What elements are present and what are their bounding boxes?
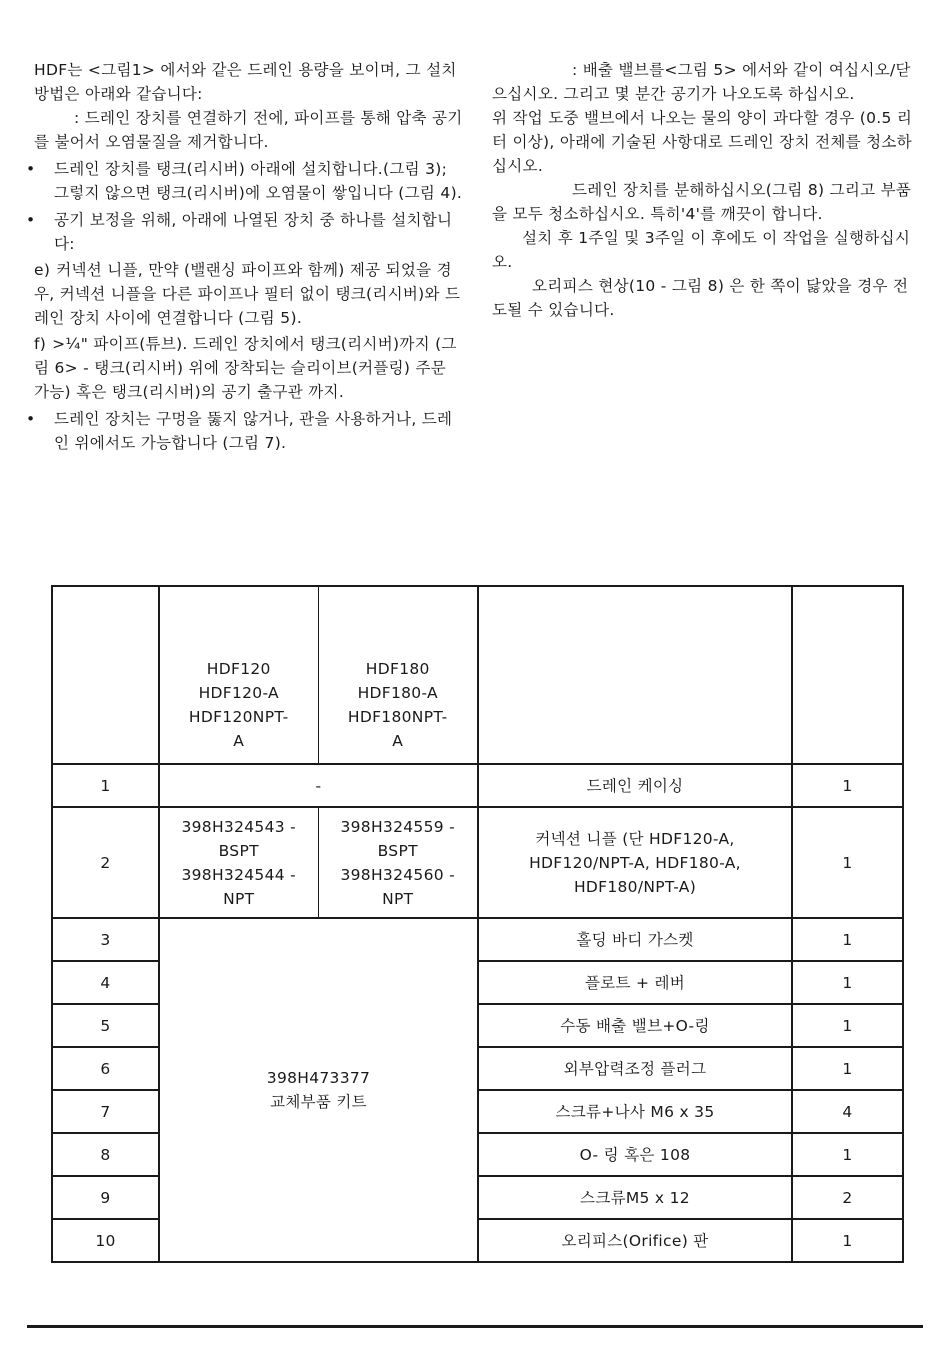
- bullet-mark: •: [26, 211, 36, 229]
- intro-paragraph: HDF는 <그림1> 에서와 같은 드레인 용량을 보이며, 그 설치방법은 아래와 같습니다:: [34, 61, 457, 103]
- model-b-line: A: [392, 732, 404, 750]
- row-number: 6: [52, 1047, 159, 1090]
- parts-table: [51, 585, 904, 1263]
- repeat-paragraph: 설치 후 1주일 및 3주일 이 후에도 이 작업을 실행하십시오.: [492, 229, 911, 271]
- row-number: 9: [52, 1176, 159, 1219]
- code-line: 398H324560 -: [340, 865, 456, 884]
- orifice-paragraph: 오리피스 현상(10 - 그림 8) 은 한 쪽이 닳았을 경우 전도될 수 있습니다.: [492, 277, 909, 319]
- model-b-line: HDF180: [365, 660, 430, 678]
- option-f: [34, 332, 466, 404]
- replacement-kit-cell: [159, 918, 478, 1262]
- footer-divider: [27, 1325, 923, 1328]
- part-quantity: 4: [792, 1090, 903, 1133]
- part-quantity: 1: [792, 1133, 903, 1176]
- part-quantity: 1: [792, 764, 903, 807]
- model-b-line: HDF180NPT-: [347, 708, 448, 726]
- desc-line: HDF120/NPT-A, HDF180-A,: [529, 853, 741, 872]
- part-description: 스크류M5 x 12: [478, 1176, 792, 1219]
- code-line: NPT: [223, 889, 255, 908]
- part-quantity: 1: [792, 1047, 903, 1090]
- part-description: 오리피스(Orifice) 판: [478, 1219, 792, 1262]
- model-b-line: HDF180-A: [357, 684, 438, 702]
- table-row: [52, 807, 903, 918]
- header-empty-cell: [792, 586, 903, 764]
- code-line: BSPT: [218, 841, 259, 860]
- pipe-cleaning-paragraph: : 드레인 장치를 연결하기 전에, 파이프를 통해 압축 공기를 불어서 오염물질을 제거합니다.: [34, 109, 463, 151]
- desc-line: HDF180/NPT-A): [573, 877, 697, 896]
- header-model-b: [318, 586, 478, 764]
- part-quantity: 2: [792, 1176, 903, 1219]
- model-a-line: HDF120NPT-: [188, 708, 289, 726]
- part-code-a: [159, 807, 318, 918]
- part-description: O- 링 혹은 108: [478, 1133, 792, 1176]
- bullet-air-compensation: [26, 208, 466, 256]
- part-quantity: 1: [792, 1004, 903, 1047]
- row-number: 5: [52, 1004, 159, 1047]
- part-description: 수동 배출 밸브+O-링: [478, 1004, 792, 1047]
- code-line: 398H324544 -: [181, 865, 297, 884]
- header-empty-cell: [52, 586, 159, 764]
- part-quantity: 1: [792, 961, 903, 1004]
- option-f-label: f): [34, 335, 47, 353]
- part-quantity: 1: [792, 1219, 903, 1262]
- bullet-text: 공기 보정을 위해, 아래에 나열된 장치 중 하나를 설치합니다:: [54, 211, 453, 253]
- kit-code: 398H473377: [266, 1069, 371, 1087]
- option-e-text: 커넥션 니플, 만약 (밸랜싱 파이프와 함께) 제공 되었을 경우, 커넥션 니플을 다른 파이프나 필터 없이 탱크(리시버)와 드레인 장치 사이에 연결합니다 (그림 5).: [34, 261, 461, 327]
- bullet-text: 드레인 장치를 탱크(리시버) 아래에 설치합니다.(그림 3); 그렇지 않으면 탱크(리시버)에 오염물이 쌓입니다 (그림 4).: [54, 160, 463, 202]
- table-header-row: [52, 586, 903, 764]
- row-number: 8: [52, 1133, 159, 1176]
- table-row: [52, 764, 903, 807]
- bullet-mark: •: [26, 160, 36, 178]
- row-number: 10: [52, 1219, 159, 1262]
- right-column: [492, 58, 920, 322]
- option-f-text: >¼" 파이프(튜브). 드레인 장치에서 탱크(리시버)까지 (그림 6> - 탱크(리시버) 위에 장착되는 슬리이브(커플링) 주문 가능) 혹은 탱크(리시버)의 공기 출구관 까지.: [34, 335, 457, 401]
- code-line: BSPT: [377, 841, 418, 860]
- disassembly-paragraph: 드레인 장치를 분해하십시오(그림 8) 그리고 부품을 모두 청소하십시오. 특히'4'를 깨끗이 합니다.: [492, 181, 912, 223]
- part-description: 드레인 케이싱: [478, 764, 792, 807]
- header-empty-cell: [478, 586, 792, 764]
- left-column: [26, 58, 466, 455]
- bullet-drain-mounting: [26, 407, 466, 455]
- model-a-line: A: [233, 732, 245, 750]
- desc-line: 커넥션 니플 (단 HDF120-A,: [535, 829, 735, 848]
- cleaning-paragraph: 위 작업 도중 밸브에서 나오는 물의 양이 과다할 경우 (0.5 리터 이상), 아래에 기술된 사항대로 드레인 장치 전체를 청소하십시오.: [492, 109, 913, 175]
- model-a-line: HDF120-A: [198, 684, 279, 702]
- bullet-install-below-tank: [26, 157, 466, 205]
- option-e-label: e): [34, 261, 51, 279]
- valve-paragraph: : 배출 밸브를<그림 5> 에서와 같이 여십시오/닫으십시오. 그리고 몇 분간 공기가 나오도록 하십시오.: [492, 61, 911, 103]
- row-number: 7: [52, 1090, 159, 1133]
- part-description: 외부압력조정 플러그: [478, 1047, 792, 1090]
- part-code: -: [159, 764, 478, 807]
- code-line: NPT: [382, 889, 414, 908]
- part-quantity: 1: [792, 807, 903, 918]
- part-description: 홀딩 바디 가스켓: [478, 918, 792, 961]
- bullet-mark: •: [26, 410, 36, 428]
- row-number: 4: [52, 961, 159, 1004]
- part-quantity: 1: [792, 918, 903, 961]
- model-a-line: HDF120: [206, 660, 271, 678]
- code-line: 398H324559 -: [340, 817, 456, 836]
- part-code-b: [318, 807, 478, 918]
- row-number: 2: [52, 807, 159, 918]
- bullet-text: 드레인 장치는 구멍을 뚫지 않거나, 관을 사용하거나, 드레인 위에서도 가능합니다 (그림 7).: [54, 410, 453, 452]
- header-model-a: [159, 586, 318, 764]
- code-line: 398H324543 -: [181, 817, 297, 836]
- part-description: 플로트 + 레버: [478, 961, 792, 1004]
- table-row: [52, 918, 903, 961]
- row-number: 1: [52, 764, 159, 807]
- part-description: [478, 807, 792, 918]
- kit-name: 교체부품 키트: [270, 1093, 367, 1111]
- option-e: [34, 258, 466, 330]
- part-description: 스크류+나사 M6 x 35: [478, 1090, 792, 1133]
- row-number: 3: [52, 918, 159, 961]
